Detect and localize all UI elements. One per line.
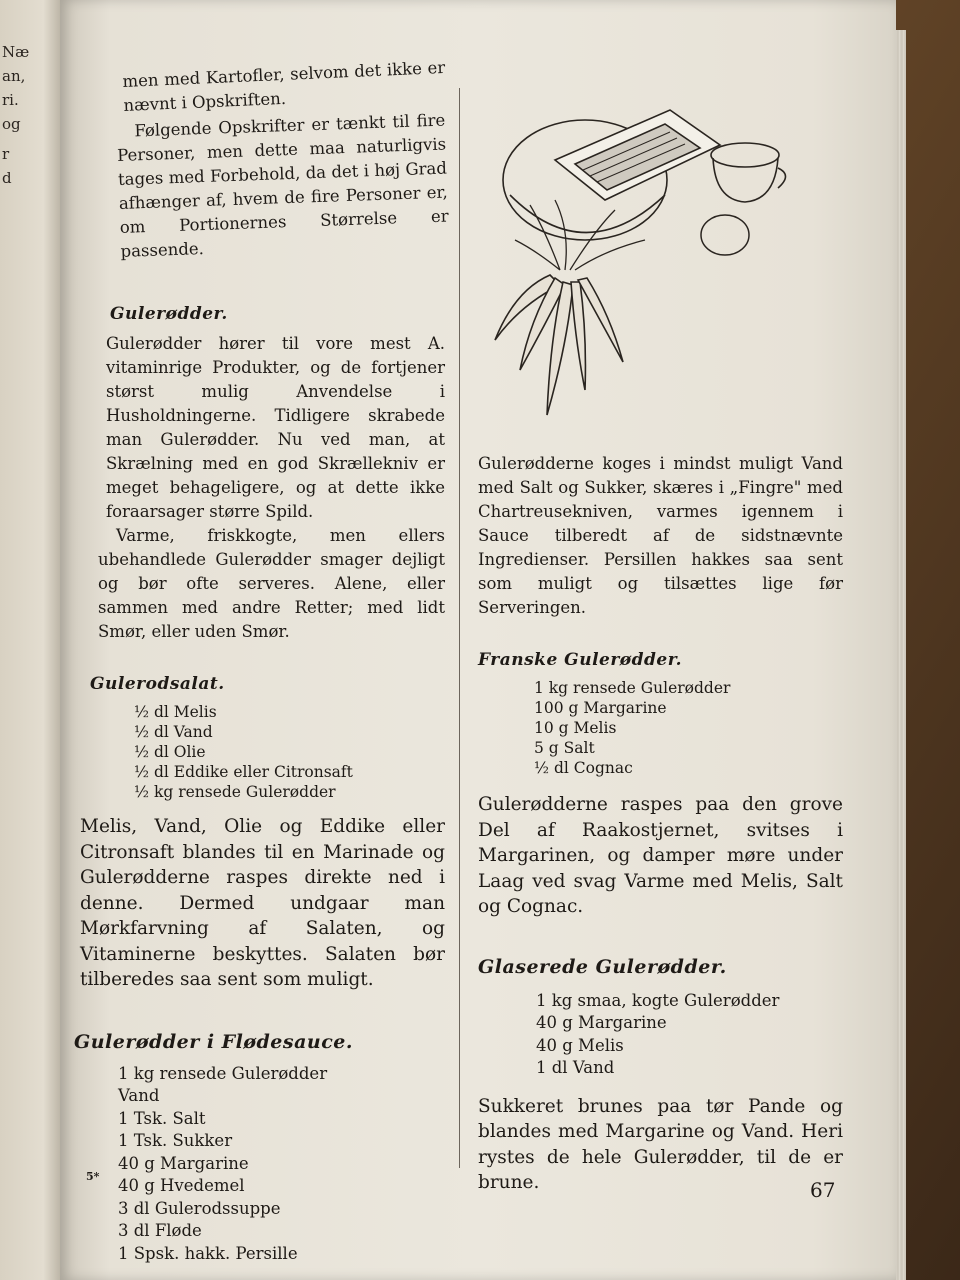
ingredient-item: 1 Tsk. Salt [118, 1108, 206, 1128]
ingredient-item: 40 g Hvedemel [118, 1176, 245, 1195]
ingredient-item: 40 g Margarine [118, 1153, 249, 1173]
right-column [478, 440, 843, 1196]
page-number: 67 [810, 1178, 836, 1202]
ingredient-item: 100 g Margarine [534, 699, 667, 717]
left-column [74, 57, 449, 1265]
ingredient-item: 1 Tsk. Sukker [118, 1131, 233, 1150]
edge-fragment: r [2, 145, 10, 163]
ingredient-item: Vand [118, 1086, 160, 1105]
cup-icon [711, 143, 786, 202]
glaserede-text: Sukkeret brunes paa tør Pande og blandes med Margarine og Vand. Heri rystes de hele Gulerødder, til de er brune. [478, 1095, 843, 1193]
ingredient-item: 5 g Salt [534, 739, 595, 757]
signature-mark: 5* [86, 1170, 100, 1183]
ingredient-item: ½ dl Melis [134, 703, 217, 721]
flodesauce-ingredients [118, 1063, 445, 1266]
ingredient-item: ½ dl Cognac [534, 759, 633, 777]
intro-paragraph-1: men med Kartofler, selvom det ikke er nævnt i Opskriften. [122, 57, 446, 115]
edge-fragment: d [2, 169, 12, 187]
gulerodsalat-ingredients [134, 702, 445, 802]
left-page-edge [0, 0, 62, 1280]
ingredient-item: ½ dl Eddike eller Citronsaft [134, 763, 353, 781]
franske-ingredients [534, 678, 843, 778]
intro-paragraph-2: Følgende Opskrifter er tænkt til fire Personer, men dette maa naturligvis tages med Forbehold, da det i høj Grad afhænger af, hvem de fire Personer er, om Portionernes Størrelse er passende. [116, 110, 449, 261]
flodesauce-text: Gulerødderne koges i mindst muligt Vand med Salt og Sukker, skæres i „Fingre" med Chartreusekniven, varmes igennem i Sauce tilberedt af de sidstnævnte Ingredienser. Persillen hakkes saa sent som muligt og tilsættes lige før Serveringen. [478, 454, 843, 617]
grater-icon [555, 110, 720, 200]
gulerodder-paragraph-2: Varme, friskkogte, men ellers ubehandlede Gulerødder smager dejligt og bør ofte serveres. Alene, eller sammen med andre Retter; med lidt Smør, eller uden Smør. [98, 526, 445, 641]
carrot-tops-icon [515, 200, 645, 270]
franske-text: Gulerødderne raspes paa den grove Del af Raakostjernet, svitses i Margarinen, og damper møre under Laag ved svag Varme med Melis, Salt og Cognac. [478, 794, 843, 917]
glaserede-ingredients [536, 990, 843, 1080]
edge-fragment: ri. [2, 91, 19, 109]
lemon-icon [701, 215, 749, 255]
ingredient-item: 10 g Melis [534, 719, 617, 737]
section-title-glaserede: Glaserede Gulerødder. [478, 955, 727, 978]
section-title-gulerodder: Gulerødder. [110, 304, 228, 324]
ingredient-item: 1 Spsk. hakk. Persille [118, 1243, 298, 1263]
ingredient-item: 1 dl Vand [536, 1058, 615, 1077]
section-title-gulerodsalat: Gulerodsalat. [90, 674, 225, 694]
column-divider [459, 88, 460, 1168]
ingredient-item: 40 g Margarine [536, 1013, 667, 1032]
ingredient-item: 3 dl Fløde [118, 1221, 202, 1240]
ingredient-item: 40 g Melis [536, 1035, 624, 1055]
section-title-franske: Franske Gulerødder. [478, 650, 683, 670]
ingredient-item: 1 kg rensede Gulerødder [118, 1063, 328, 1083]
gulerodder-paragraph-1: Gulerødder hører til vore mest A. vitaminrige Produkter, og de fortjener størst mulig Anvendelse i Husholdningerne. Tidligere skrabede man Gulerødder. Nu ved man, at Skrælning med en god Skrællekniv er meget behageligere, og at dette ikke foraarsager større Spild. [106, 334, 445, 521]
edge-fragment: Næ [2, 43, 30, 61]
ingredient-item: ½ dl Vand [134, 723, 213, 741]
ingredient-item: 3 dl Gulerodssuppe [118, 1198, 281, 1218]
ingredient-item: 1 kg smaa, kogte Gulerødder [536, 990, 780, 1010]
ingredient-item: 1 kg rensede Gulerødder [534, 679, 731, 697]
carrot-grater-illustration [475, 100, 815, 430]
section-title-flodesauce: Gulerødder i Flødesauce. [74, 1030, 353, 1053]
gulerodsalat-text: Melis, Vand, Olie og Eddike eller Citronsaft blandes til en Marinade og Gulerødderne raspes direkte ned i denne. Dermed undgaar man Mørkfarvning af Salaten, og Vitaminerne beskyttes. Salaten bør tilberedes saa sent som muligt. [80, 816, 445, 990]
carrots-icon [495, 275, 623, 415]
edge-fragment: an, [2, 67, 26, 85]
left-edge-text [2, 40, 32, 190]
ingredient-item: ½ kg rensede Gulerødder [134, 783, 336, 801]
edge-fragment: og [2, 115, 21, 133]
ingredient-item: ½ dl Olie [134, 743, 206, 761]
